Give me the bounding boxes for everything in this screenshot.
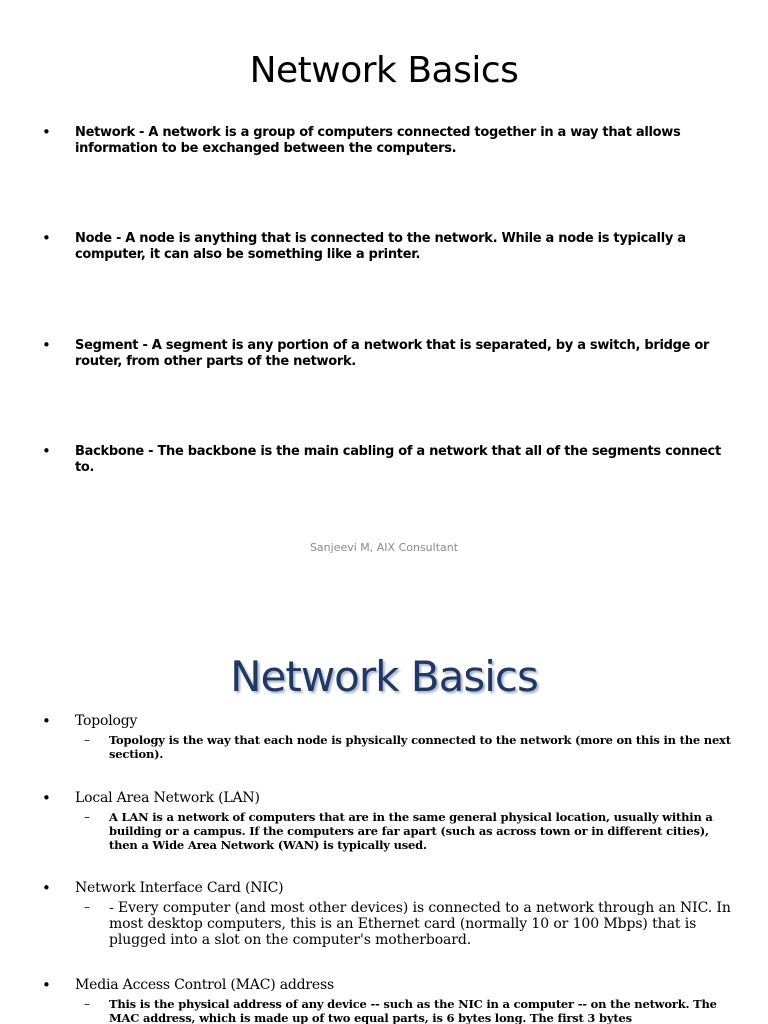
item-heading	[42, 712, 732, 730]
slide1-title: Network Basics	[249, 50, 519, 91]
bullet-icon: •	[42, 336, 51, 354]
slide2-item-lan	[42, 789, 732, 852]
slide2-item-nic	[42, 879, 732, 948]
slide1-footer: Sanjeevi M, AIX Consultant	[309, 541, 459, 554]
item-label: Topology	[75, 713, 138, 729]
bullet-icon: •	[42, 712, 51, 730]
bullet-icon: •	[42, 789, 51, 807]
slide2-title: Network Basics	[230, 652, 538, 701]
subpoint-text: A LAN is a network of computers that are in the same general physical location, usually within a building or a campus. If the computers are far apart (such as across town or in different cities), then a Wide Area Network (WAN) is typically used.	[109, 810, 713, 852]
bullet-icon: •	[42, 976, 51, 994]
bullet-text: Backbone - The backbone is the main cabling of a network that all of the segments connect to.	[75, 444, 721, 475]
item-heading	[42, 879, 732, 897]
dash-icon: –	[84, 810, 90, 824]
item-subpoint	[42, 810, 732, 852]
subpoint-text: Topology is the way that each node is physically connected to the network (more on this in the next section).	[109, 733, 731, 761]
slide1-bullet-backbone	[42, 444, 722, 476]
bullet-text: Network - A network is a group of computers connected together in a way that allows information to be exchanged between the computers.	[75, 125, 681, 156]
dash-icon: –	[84, 733, 90, 747]
item-subpoint	[42, 997, 732, 1024]
item-label: Network Interface Card (NIC)	[75, 880, 284, 896]
slide1-bullet-network	[42, 125, 722, 157]
subpoint-text: - Every computer (and most other devices) is connected to a network through an NIC. In most desktop computers, this is an Ethernet card (normally 10 or 100 Mbps) that is plugged into a slot on the computer's motherboard.	[109, 900, 731, 948]
slide1-bullet-segment	[42, 338, 722, 370]
bullet-text: Segment - A segment is any portion of a network that is separated, by a switch, bridge or router, from other parts of the network.	[75, 338, 710, 369]
slide2-item-mac	[42, 976, 732, 1024]
dash-icon: –	[84, 900, 90, 914]
slide1-bullet-node	[42, 231, 722, 263]
item-subpoint	[42, 900, 732, 948]
bullet-icon: •	[42, 879, 51, 897]
item-heading	[42, 976, 732, 994]
item-subpoint	[42, 733, 732, 761]
bullet-text: Node - A node is anything that is connected to the network. While a node is typically a computer, it can also be something like a printer.	[75, 231, 686, 262]
dash-icon: –	[84, 997, 90, 1011]
item-label: Local Area Network (LAN)	[75, 790, 260, 806]
subpoint-text: This is the physical address of any device -- such as the NIC in a computer -- on the network. The MAC address, which is made up of two equal parts, is 6 bytes long. The first 3 bytes	[109, 997, 717, 1024]
item-heading	[42, 789, 732, 807]
slide2-item-topology	[42, 712, 732, 761]
bullet-icon: •	[42, 229, 51, 247]
bullet-icon: •	[42, 442, 51, 460]
item-label: Media Access Control (MAC) address	[75, 977, 334, 993]
bullet-icon: •	[42, 123, 51, 141]
